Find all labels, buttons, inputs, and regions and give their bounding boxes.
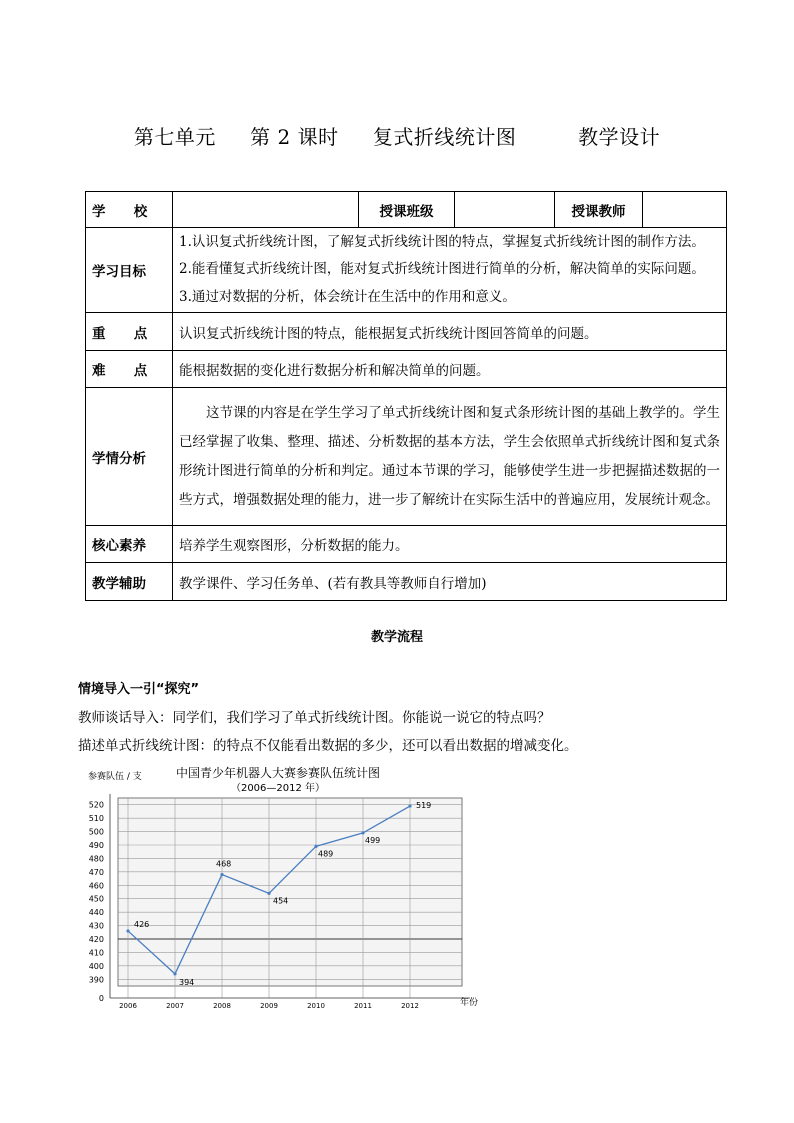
chart-title: 中国青少年机器人大赛参赛队伍统计图	[175, 766, 381, 780]
table-row-key	[86, 313, 727, 351]
key-value: 认识复式折线统计图的特点，能根据复式折线统计图回答简单的问题。	[173, 313, 727, 351]
goal-item: 2.能看懂复式折线统计图，能对复式折线统计图进行简单的分析，解决简单的实际问题。	[179, 261, 705, 278]
teacher-value	[643, 192, 727, 228]
difficulty-label: 难 点	[86, 351, 173, 388]
y-axis-label: 参赛队伍 / 支	[88, 772, 142, 782]
x-tick-label: 2011	[354, 1002, 372, 1010]
flow-title: 教学流程	[370, 630, 423, 645]
table-row-goals	[86, 228, 727, 313]
x-tick-label: 2010	[307, 1002, 325, 1010]
section-heading: 情境导入一引“探究”	[78, 682, 200, 697]
data-label: 426	[134, 919, 150, 929]
y-tick-label: 460	[88, 881, 104, 891]
data-label: 394	[179, 977, 195, 987]
y-tick-label: 390	[88, 975, 104, 985]
flow-line-2: 描述单式折线统计图：的特点不仅能看出数据的多少，还可以看出数据的增减变化。	[78, 738, 578, 754]
data-point	[408, 804, 411, 807]
table-row-literacy	[86, 526, 727, 563]
y-tick-label: 450	[88, 894, 104, 904]
class-label: 授课班级	[359, 192, 455, 228]
flow-line-1: 教师谈话导入：同学们，我们学习了单式折线统计图。你能说一说它的特点吗？	[78, 710, 551, 726]
goals-label: 学习目标	[86, 228, 173, 313]
data-label: 489	[318, 849, 334, 859]
chart-grid	[110, 794, 470, 998]
goal-item: 1.认识复式折线统计图，了解复式折线统计图的特点，掌握复式折线统计图的制作方法。	[179, 233, 705, 250]
x-tick-label: 2007	[166, 1002, 184, 1010]
table-row-analysis	[86, 388, 727, 526]
x-axis-label: 年份	[460, 998, 479, 1008]
data-label: 468	[216, 859, 232, 869]
school-label: 学 校	[86, 192, 173, 228]
lesson-info-table	[85, 191, 727, 601]
key-label: 重 点	[86, 313, 173, 351]
data-label: 499	[365, 835, 381, 845]
table-row-aids	[86, 563, 727, 601]
y-tick-label: 430	[88, 921, 104, 931]
y-tick-label: 400	[88, 961, 104, 971]
goal-item: 3.通过对数据的分析，体会统计在生活中的作用和意义。	[179, 288, 516, 305]
x-tick-label: 2006	[119, 1002, 137, 1010]
y-tick-label: 520	[88, 800, 104, 810]
y-tick-label: 490	[88, 841, 104, 850]
data-label: 454	[273, 896, 289, 906]
y-tick-label: 510	[88, 814, 104, 824]
x-tick-label: 2012	[401, 1002, 419, 1010]
goals-cell	[173, 228, 727, 313]
table-row-difficulty	[86, 351, 727, 388]
page-title: 第七单元 第 2 课时 复式折线统计图 教学设计	[133, 125, 661, 149]
aids-value: 教学课件、学习任务单、(若有教具等教师自行增加)	[173, 563, 727, 601]
teacher-label: 授课教师	[555, 192, 643, 228]
data-point	[173, 972, 176, 975]
y-zero-label: 0	[98, 994, 104, 1003]
school-value	[173, 192, 359, 228]
table-row-school	[86, 192, 727, 228]
y-tick-labels	[89, 801, 104, 1003]
x-tick-label: 2008	[213, 1002, 231, 1010]
analysis-value: 这节课的内容是在学生学习了单式折线统计图和复式条形统计图的基础上教学的。学生已经掌握了收集、整理、描述、分析数据的基本方法，学生会依照单式折线统计图和复式条形统计图进行简单的分析和判定。通过本节课的学习，能够使学生进一步把握描述数据的一些方式，增强数据处理的能力，进一步了解统计在实际生活中的普遍应用，发展统计观念。	[173, 388, 727, 526]
y-tick-label: 470	[88, 867, 104, 877]
y-tick-label: 410	[88, 948, 104, 958]
y-tick-label: 420	[88, 935, 104, 944]
x-tick-label: 2009	[260, 1002, 278, 1010]
literacy-label: 核心素养	[86, 526, 173, 563]
line-chart	[78, 762, 488, 1012]
aids-label: 教学辅助	[86, 563, 173, 601]
data-point	[220, 873, 223, 876]
analysis-label: 学情分析	[86, 388, 173, 526]
class-value	[455, 192, 555, 228]
x-tick-labels	[119, 1002, 419, 1010]
plot-frame	[118, 798, 462, 986]
literacy-value: 培养学生观察图形，分析数据的能力。	[173, 526, 727, 563]
y-tick-label: 480	[88, 854, 104, 864]
data-label: 519	[416, 801, 432, 811]
y-tick-label: 440	[88, 908, 104, 918]
data-point	[314, 845, 317, 848]
data-point	[361, 831, 364, 834]
data-point	[126, 929, 129, 932]
chart-subtitle: （2006—2012 年）	[230, 783, 326, 794]
difficulty-value: 能根据数据的变化进行数据分析和解决简单的问题。	[173, 351, 727, 388]
data-point	[267, 892, 270, 895]
y-tick-label: 500	[88, 827, 104, 837]
